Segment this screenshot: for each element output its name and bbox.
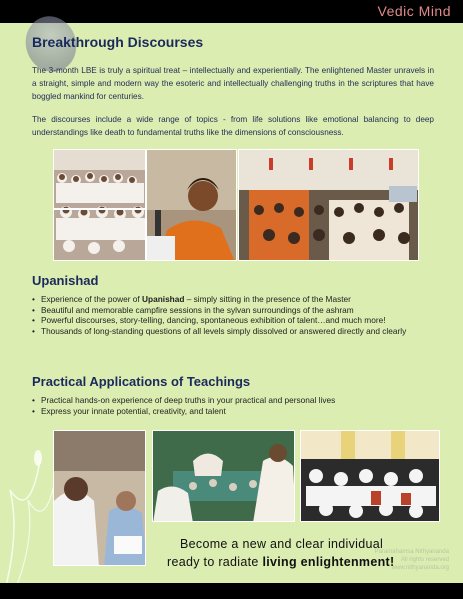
list-item: • Practical hands-on experience of deep truths in your practical and personal lives (32, 396, 437, 406)
photo-activity-mat (152, 430, 295, 522)
upanishad-list (32, 295, 437, 337)
bottom-bar (0, 583, 463, 599)
discourses-paragraph-1: The 3-month LBE is truly a spiritual treat – intellectually and experientially. The enlightened Master unravels in a straight, simple and modern way the esoteric and intellectually challenging truths in the scriptures that have boggled mankind for centuries. (32, 66, 434, 101)
section-title-discourses: Breakthrough Discourses (32, 34, 204, 50)
brand-name: Vedic Mind (377, 3, 451, 19)
photo-hall-crowd (238, 149, 419, 261)
list-item: • Thousands of long-standing questions of all levels simply dissolved or answered directly and clearly (32, 327, 437, 337)
list-item: • Powerful discourses, story-telling, dancing, spontaneous exhibition of talent…and much more! (32, 316, 437, 326)
practical-list (32, 396, 437, 417)
discourses-paragraph-2: The discourses include a wide range of topics - from life solutions like emotional balancing to deep understandings like death to fundamental truths like the dimensions of consciousness. (32, 115, 434, 137)
section-title-upanishad: Upanishad (32, 273, 99, 288)
photo-master-speaking (146, 149, 237, 261)
photo-seated-group (300, 430, 440, 522)
photo-participants-writing (53, 430, 146, 566)
upanishad-emphasis: Upanishad (142, 294, 185, 304)
list-item: • Express your innate potential, creativity, and talent (32, 407, 437, 417)
tagline-emphasis: living enlightenment! (262, 555, 395, 569)
section-title-practical: Practical Applications of Teachings (32, 374, 251, 389)
watermark: Paramahamsa Nithyananda All rights reserved www.nithyananda.org (374, 549, 449, 571)
tagline-line-2: ready to radiate living enlightenment! (167, 555, 395, 569)
list-item: • Experience of the power of Upanishad – simply sitting in the presence of the Master (32, 295, 437, 305)
photo-group-devotees (53, 149, 146, 261)
list-item: • Beautiful and memorable campfire sessions in the sylvan surroundings of the ashram (32, 306, 437, 316)
top-bar (0, 0, 463, 23)
tagline-line-1: Become a new and clear individual (180, 537, 384, 551)
